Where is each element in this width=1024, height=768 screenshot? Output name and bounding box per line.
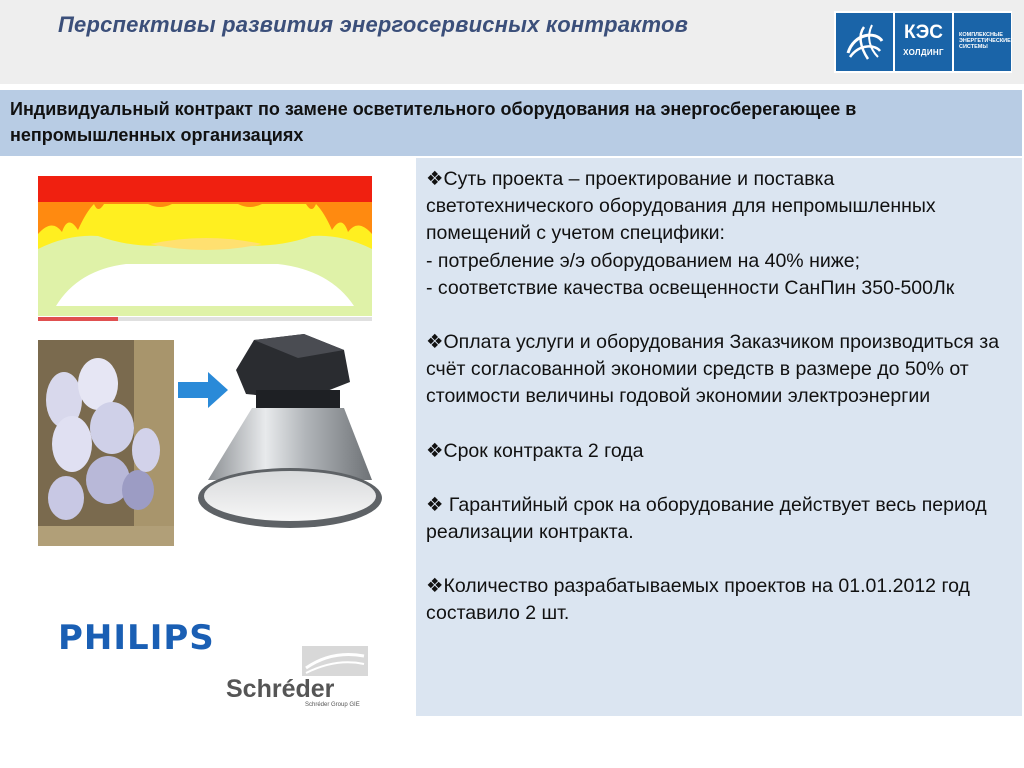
old-lamps-photo [38,340,174,546]
swirl-emblem-icon [836,13,893,71]
content-text [426,166,1006,628]
slide-subtitle: Индивидуальный контракт по замене осветительного оборудования на энергосберегающее в непромышленных организациях [10,99,857,145]
logo-brand: КЭС [903,22,944,43]
philips-logo: PHILIPS [58,618,215,658]
schreder-logo: Schréder [226,675,335,703]
led-fixture-image [194,330,386,532]
illuminance-heatmap-image [38,174,372,324]
page-title: Перспективы развития энергосервисных контрактов [58,12,689,37]
subtitle-bar [0,90,1022,156]
logo-brand-sub: ХОЛДИНГ [903,48,944,57]
kes-holding-logo [834,11,1012,73]
schreder-group-caption: Schréder Group GIE [305,702,360,708]
payment-text: ❖Оплата услуги и оборудования Заказчиком производиться за счёт согласованной экономии средств в размере до 50% от стоимости величины годовой экономии электроэнергии [426,331,1000,408]
projects-count-text: ❖Количество разрабатываемых проектов на 01.01.2012 год составило 2 шт. [426,575,970,625]
sanpin-text: - соответствие качества освещенности СанПин 350-500Лк [426,276,955,299]
project-essence-text: ❖Суть проекта – проектирование и поставка светотехнического оборудования для непромышленных помещений с учетом специфики: [426,168,936,245]
logo-tagline-tile [954,13,1011,71]
contract-term-text: ❖Срок контракта 2 года [426,439,644,462]
logo-tagline: КОМПЛЕКСНЫЕ ЭНЕРГЕТИЧЕСКИЕ СИСТЕМЫ [959,32,1011,50]
schreder-emblem-icon [302,646,368,676]
logo-brand-tile [895,13,952,71]
consumption-text: - потребление э/э оборудованием на 40% ниже; [426,249,861,272]
content-panel [416,158,1022,716]
warranty-text: ❖ Гарантийный срок на оборудование действует весь период реализации контракта. [426,493,987,544]
